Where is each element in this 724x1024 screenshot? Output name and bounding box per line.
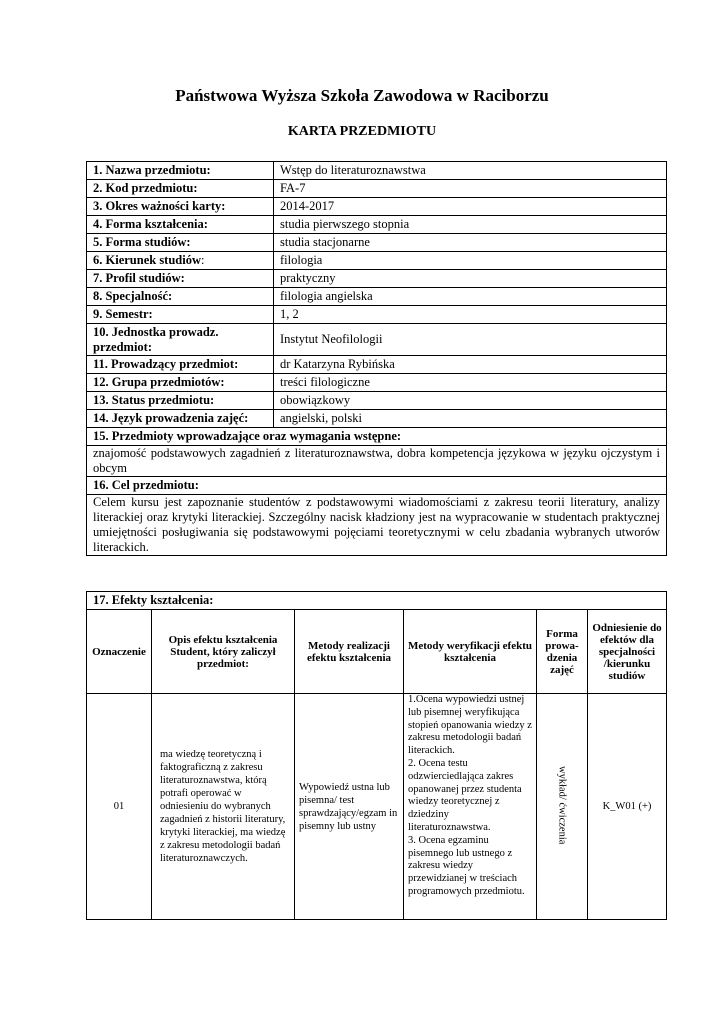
info-row-value: Instytut Neofilologii — [274, 324, 667, 356]
outcome-row — [87, 694, 667, 920]
info-row-value: Wstęp do literaturoznawstwa — [274, 162, 667, 180]
document-subtitle: KARTA PRZEDMIOTU — [287, 124, 437, 139]
info-row-value: praktyczny — [274, 270, 667, 288]
course-info-table — [86, 161, 667, 556]
info-row — [87, 180, 667, 198]
info-row-label: 2. Kod przedmiotu: — [87, 180, 274, 198]
info-row-label: 6. Kierunek studiów: — [87, 252, 274, 270]
info-row-value: studia pierwszego stopnia — [274, 216, 667, 234]
info-row — [87, 252, 667, 270]
info-row-value: obowiązkowy — [274, 392, 667, 410]
info-row-value: filologia — [274, 252, 667, 270]
outcomes-header-row — [87, 610, 667, 694]
info-row — [87, 306, 667, 324]
info-row — [87, 162, 667, 180]
info-row — [87, 374, 667, 392]
section-17-heading-row — [87, 592, 667, 610]
column-header-reference: Odniesienie do efektów dla specjalności /kierunku studiów — [588, 610, 667, 694]
info-row-label: 8. Specjalność: — [87, 288, 274, 306]
info-row-label: 10. Jednostka prowadz. przedmiot: — [87, 324, 274, 356]
info-row — [87, 410, 667, 428]
info-row-label: 11. Prowadzący przedmiot: — [87, 356, 274, 374]
info-row-label: 7. Profil studiów: — [87, 270, 274, 288]
section-17-heading: 17. Efekty kształcenia: — [87, 592, 667, 610]
info-row — [87, 324, 667, 356]
section-16-text: Celem kursu jest zapoznanie studentów z podstawowymi wiadomościami z zakresu teorii literatury, analizy literackiej oraz krytyki literackiej. Szczególny nacisk kładziony jest na wypracowanie w studentach praktycznej umiejętności posługiwania się podstawowymi pojęciami teoretycznymi w celu zbadania wybranych utworów literackich. — [87, 495, 667, 556]
info-row — [87, 234, 667, 252]
column-header-form: Forma prowa-dzenia zajęć — [537, 610, 588, 694]
page-title: Państwowa Wyższa Szkoła Zawodowa w Raciborzu — [175, 86, 549, 105]
section-16-heading: 16. Cel przedmiotu: — [87, 477, 667, 495]
info-row — [87, 216, 667, 234]
outcome-description: ma wiedzę teoretyczną i faktograficzną z zakresu literaturoznawstwa, którą potrafi operować w odniesieniu do wybranych zagadnień z historii literatury, krytyki literackiej, ma wiedzę z zakresu metodologii badań literaturoznawczych. — [152, 694, 295, 920]
section-15-heading-row — [87, 428, 667, 446]
info-row-label: 12. Grupa przedmiotów: — [87, 374, 274, 392]
section-15-heading: 15. Przedmioty wprowadzające oraz wymagania wstępne: — [87, 428, 667, 446]
info-row — [87, 198, 667, 216]
learning-outcomes-table — [86, 591, 667, 920]
column-header-verification: Metody weryfikacji efektu kształcenia — [404, 610, 537, 694]
info-row-label: 9. Semestr: — [87, 306, 274, 324]
section-16-heading-row — [87, 477, 667, 495]
info-row-label: 14. Język prowadzenia zajęć: — [87, 410, 274, 428]
info-row-value: treści filologiczne — [274, 374, 667, 392]
info-row-label: 13. Status przedmiotu: — [87, 392, 274, 410]
info-row-label: 1. Nazwa przedmiotu: — [87, 162, 274, 180]
info-row-value: angielski, polski — [274, 410, 667, 428]
info-row-value: 2014-2017 — [274, 198, 667, 216]
info-row-value: filologia angielska — [274, 288, 667, 306]
info-row-value: 1, 2 — [274, 306, 667, 324]
info-row-label: 4. Forma kształcenia: — [87, 216, 274, 234]
info-row — [87, 270, 667, 288]
column-header-code: Oznaczenie — [87, 610, 152, 694]
info-row — [87, 356, 667, 374]
section-15-text-row — [87, 446, 667, 477]
info-row-value: dr Katarzyna Rybińska — [274, 356, 667, 374]
section-16-text-row — [87, 495, 667, 556]
info-row — [87, 392, 667, 410]
info-row — [87, 288, 667, 306]
info-row-value: FA-7 — [274, 180, 667, 198]
outcome-code: 01 — [87, 694, 152, 920]
info-row-label: 5. Forma studiów: — [87, 234, 274, 252]
column-header-description: Opis efektu kształcenia Student, który zaliczył przedmiot: — [152, 610, 295, 694]
outcome-verification: 1.Ocena wypowiedzi ustnej lub pisemnej weryfikująca stopień opanowania wiedzy z zakresu metodologii badań literackich. 2. Ocena testu odzwierciedlająca zakres opanowanej przez studenta wiedzy teoretycznej z dziedziny literaturoznawstwa. 3. Ocena egzaminu pisemnego lub ustnego z zakresu wiedzy przewidzianej w treściach programowych przedmiotu. — [404, 694, 537, 920]
column-header-methods: Metody realizacji efektu kształcenia — [295, 610, 404, 694]
info-row-value: studia stacjonarne — [274, 234, 667, 252]
info-row-label: 3. Okres ważności karty: — [87, 198, 274, 216]
info-rows — [87, 162, 667, 428]
outcome-reference: K_W01 (+) — [588, 694, 667, 920]
section-15-text: znajomość podstawowych zagadnień z literaturoznawstwa, dobra kompetencja językowa w języku ojczystym i obcym — [87, 446, 667, 477]
outcome-form: wykład/ ćwiczenia — [556, 765, 568, 845]
outcome-methods: Wypowiedź ustna lub pisemna/ test sprawdzający/egzam in pisemny lub ustny — [295, 694, 404, 920]
outcome-form-cell — [537, 694, 588, 920]
